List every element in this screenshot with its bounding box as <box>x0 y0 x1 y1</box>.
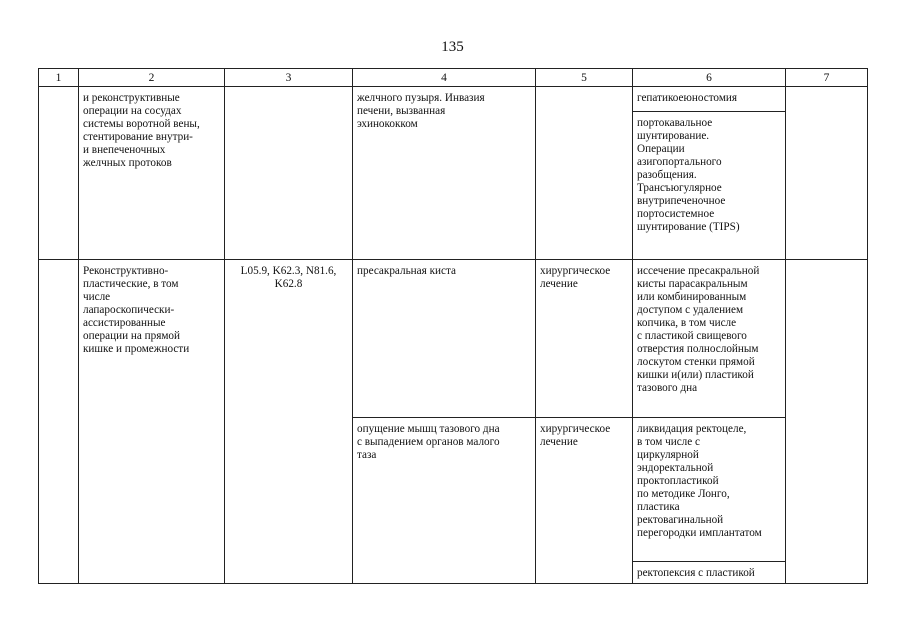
cell-text: хирургическое лечение <box>540 423 611 448</box>
medical-procedures-table <box>38 68 868 584</box>
column-number-1: 1 <box>39 69 79 87</box>
cell-col4 <box>353 418 536 584</box>
cell-text: ректопексия с пластикой <box>637 567 755 579</box>
cell-text: иссечение пресакральной кисты парасакральным или комбинированным доступом с удалением копчика, в том числе с пластикой свищевого отверстия полнослойным лоскутом стенки прямой кишки и(или) пластикой тазового дна <box>637 265 760 394</box>
cell-col6 <box>633 112 786 260</box>
cell-text: портокавальное шунтирование. Операции азигопортального разобщения. Трансъюгулярное внутрипеченочное портосистемное шунтирование (TIPS) <box>637 117 740 233</box>
cell-text: и реконструктивные операции на сосудах системы воротной вены, стентирование внутри- и внепеченочных желчных протоков <box>83 92 200 169</box>
column-number-7: 7 <box>786 69 868 87</box>
cell-text: гепатикоеюностомия <box>637 92 738 104</box>
cell-col6 <box>633 87 786 112</box>
cell-col5 <box>536 87 633 260</box>
column-number-2: 2 <box>79 69 225 87</box>
cell-col4 <box>353 87 536 260</box>
cell-col6 <box>633 562 786 584</box>
cell-text: хирургическое лечение <box>540 265 611 290</box>
column-number-5: 5 <box>536 69 633 87</box>
cell-col1 <box>39 260 79 584</box>
cell-col4 <box>353 260 536 418</box>
cell-col7 <box>786 87 868 260</box>
cell-col6 <box>633 418 786 562</box>
column-number-6: 6 <box>633 69 786 87</box>
cell-text: ликвидация ректоцеле, в том числе с циркулярной эндоректальной проктопластикой по методике Лонго, пластика ректовагинальной перегородки имплантатом <box>637 423 762 539</box>
cell-text: опущение мышц тазового дна с выпадением органов малого таза <box>357 423 500 461</box>
column-number-4: 4 <box>353 69 536 87</box>
cell-text: Реконструктивно- пластические, в том числе лапароскопически- ассистированные операции на прямой кишке и промежности <box>83 265 190 355</box>
cell-col2 <box>79 87 225 260</box>
table-row <box>39 260 868 418</box>
cell-col1 <box>39 87 79 260</box>
column-number-3: 3 <box>225 69 353 87</box>
cell-text: желчного пузыря. Инвазия печени, вызванная эхинококком <box>357 92 485 130</box>
page-number: 135 <box>441 39 464 55</box>
column-number-row <box>39 69 868 87</box>
cell-col3 <box>225 260 353 584</box>
cell-col5 <box>536 418 633 584</box>
cell-col3 <box>225 87 353 260</box>
cell-col5 <box>536 260 633 418</box>
cell-col2 <box>79 260 225 584</box>
cell-col7 <box>786 260 868 584</box>
cell-col6 <box>633 260 786 418</box>
cell-text: пресакральная киста <box>357 265 456 277</box>
cell-text: L05.9, K62.3, N81.6, K62.8 <box>240 265 337 290</box>
table-row <box>39 87 868 112</box>
